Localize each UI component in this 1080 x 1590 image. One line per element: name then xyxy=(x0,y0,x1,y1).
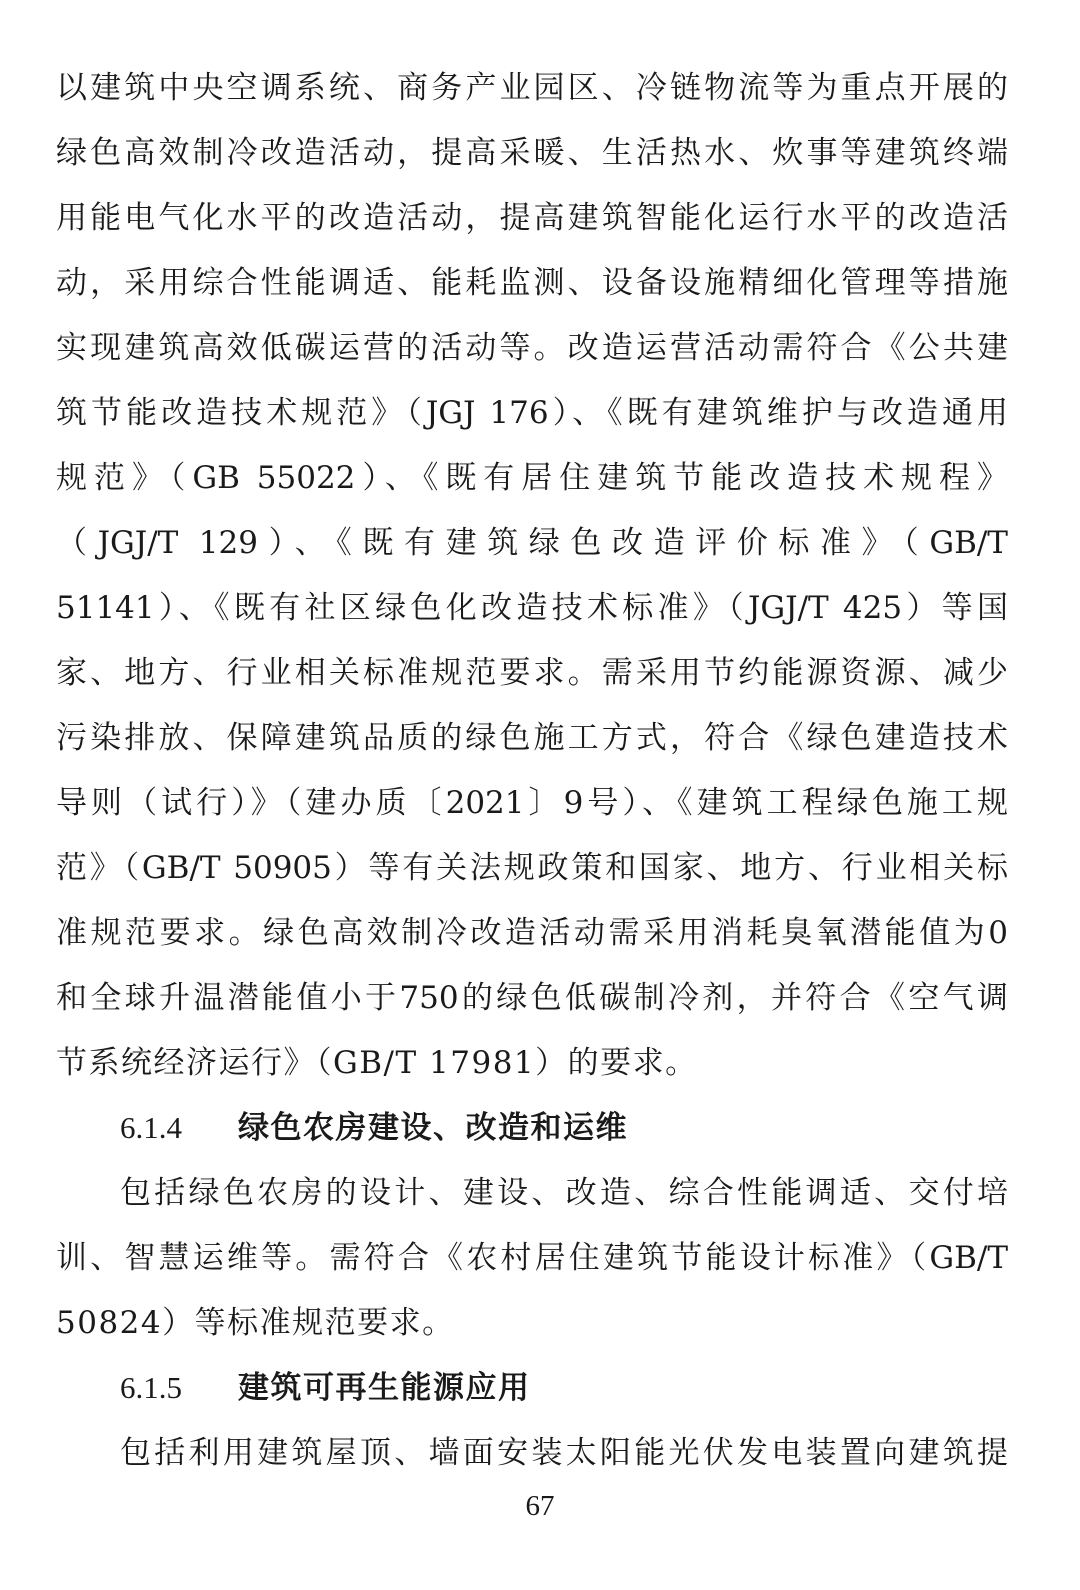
text-line: 准规范要求。绿色高效制冷改造活动需采用消耗臭氧潜能值为0 xyxy=(56,915,1008,951)
text-line: （JGJ/T 129）、《既有建筑绿色改造评价标准》（GB/T xyxy=(56,525,1008,561)
text-line: 和全球升温潜能值小于750的绿色低碳制冷剂，并符合《空气调 xyxy=(56,980,1008,1016)
text-line: 动，采用综合性能调适、能耗监测、设备设施精细化管理等措施 xyxy=(56,265,1008,301)
text-line: 筑节能改造技术规范》（JGJ 176）、《既有建筑维护与改造通用 xyxy=(56,395,1008,431)
section-number: 6.1.5 xyxy=(120,1370,182,1405)
section-number: 6.1.4 xyxy=(120,1110,182,1145)
page-number: 67 xyxy=(525,1490,555,1522)
section-title: 建筑可再生能源应用 xyxy=(238,1370,531,1406)
section-title: 绿色农房建设、改造和运维 xyxy=(238,1110,628,1146)
text-line: 以建筑中央空调系统、商务产业园区、冷链物流等为重点开展的 xyxy=(56,70,1008,106)
text-line: 污染排放、保障建筑品质的绿色施工方式，符合《绿色建造技术 xyxy=(56,720,1008,756)
text-line: 家、地方、行业相关标准规范要求。需采用节约能源资源、减少 xyxy=(56,655,1008,691)
section-heading-6-1-5 xyxy=(120,1368,531,1408)
text-line: 节系统经济运行》（GB/T 17981）的要求。 xyxy=(56,1045,698,1081)
text-line: 包括利用建筑屋顶、墙面安装太阳能光伏发电装置向建筑提 xyxy=(120,1435,1008,1471)
text-line: 规范》（GB 55022）、《既有居住建筑节能改造技术规程》 xyxy=(56,460,1008,496)
text-line: 50824）等标准规范要求。 xyxy=(56,1305,455,1341)
text-line: 绿色高效制冷改造活动，提高采暖、生活热水、炊事等建筑终端 xyxy=(56,135,1008,171)
text-line: 用能电气化水平的改造活动，提高建筑智能化运行水平的改造活 xyxy=(56,200,1008,236)
text-line: 51141）、《既有社区绿色化改造技术标准》（JGJ/T 425）等国 xyxy=(56,590,1008,626)
section-heading-6-1-4 xyxy=(120,1108,628,1148)
text-line: 导则（试行）》（建办质〔2021〕9号）、《建筑工程绿色施工规 xyxy=(56,785,1008,821)
text-line: 实现建筑高效低碳运营的活动等。改造运营活动需符合《公共建 xyxy=(56,330,1008,366)
text-line: 包括绿色农房的设计、建设、改造、综合性能调适、交付培 xyxy=(120,1175,1008,1211)
text-line: 训、智慧运维等。需符合《农村居住建筑节能设计标准》（GB/T xyxy=(56,1240,1008,1276)
text-line: 范》（GB/T 50905）等有关法规政策和国家、地方、行业相关标 xyxy=(56,850,1008,886)
